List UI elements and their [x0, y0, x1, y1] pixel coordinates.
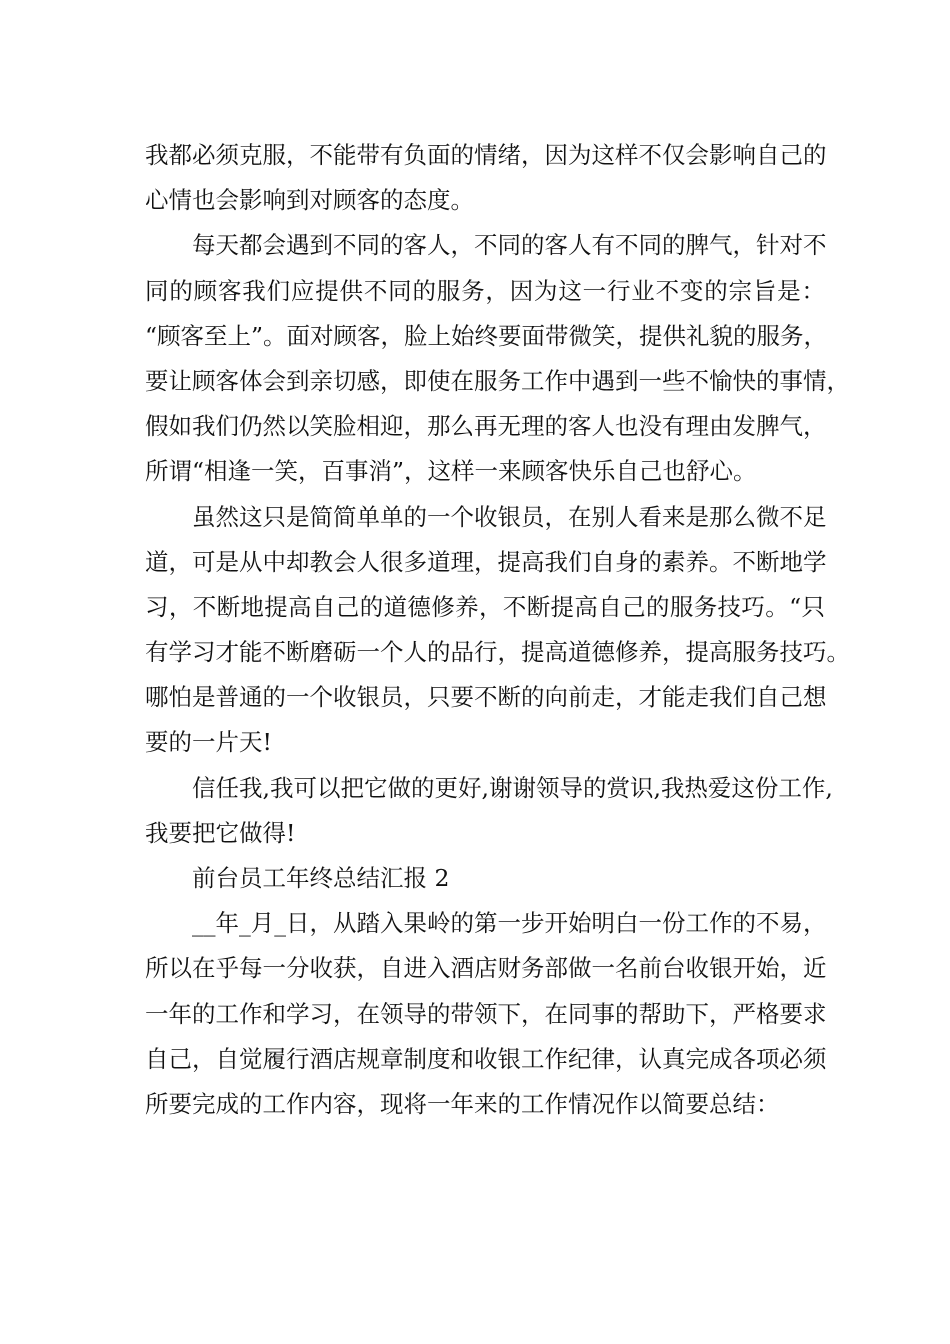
text-line: 心情也会影响到对顾客的态度。	[145, 186, 474, 215]
text-line: 信任我,我可以把它做的更好,谢谢领导的赏识,我热爱这份工作,	[192, 773, 833, 802]
text-line: 我要把它做得!	[145, 818, 296, 847]
text-line: __年_月_日，从踏入果岭的第一步开始明白一份工作的不易，	[192, 909, 827, 938]
text-line: 一年的工作和学习，在领导的带领下，在同事的帮助下，严格要求	[145, 999, 827, 1028]
document-body	[145, 133, 850, 1127]
text-line: 自己，自觉履行酒店规章制度和收银工作纪律，认真完成各项必须	[145, 1044, 827, 1073]
text-line: 每天都会遇到不同的客人，不同的客人有不同的脾气，针对不	[192, 231, 827, 260]
text-line: 同的顾客我们应提供不同的服务，因为这一行业不变的宗旨是：	[145, 276, 825, 305]
text-line: 哪怕是普通的一个收银员，只要不断的向前走，才能走我们自己想	[145, 683, 827, 712]
text-line: 习，不断地提高自己的道德修养，不断提高自己的服务技巧。“只	[145, 592, 825, 621]
text-line: 虽然这只是简简单单的一个收银员，在别人看来是那么微不足	[192, 502, 827, 531]
text-line: 所以在乎每一分收获，自进入酒店财务部做一名前台收银开始，近	[145, 954, 827, 983]
text-line: 要的一片天!	[145, 728, 272, 757]
text-line: 所谓“相逢一笑，百事消”，这样一来顾客快乐自己也舒心。	[145, 457, 757, 486]
text-line: 有学习才能不断磨砺一个人的品行，提高道德修养，提高服务技巧。	[145, 638, 850, 667]
text-line: 要让顾客体会到亲切感，即使在服务工作中遇到一些不愉快的事情，	[145, 366, 850, 395]
text-line: 所要完成的工作内容，现将一年来的工作情况作以简要总结：	[145, 1089, 780, 1118]
text-line: “顾客至上”。面对顾客，脸上始终要面带微笑，提供礼貌的服务，	[145, 321, 828, 350]
text-line: 假如我们仍然以笑脸相迎，那么再无理的客人也没有理由发脾气，	[145, 412, 827, 441]
text-line: 道，可是从中却教会人很多道理，提高我们自身的素养。不断地学	[145, 547, 827, 576]
section-heading: 前台员工年终总结汇报 2	[192, 864, 450, 892]
text-line: 我都必须克服，不能带有负面的情绪，因为这样不仅会影响自己的	[145, 141, 827, 169]
